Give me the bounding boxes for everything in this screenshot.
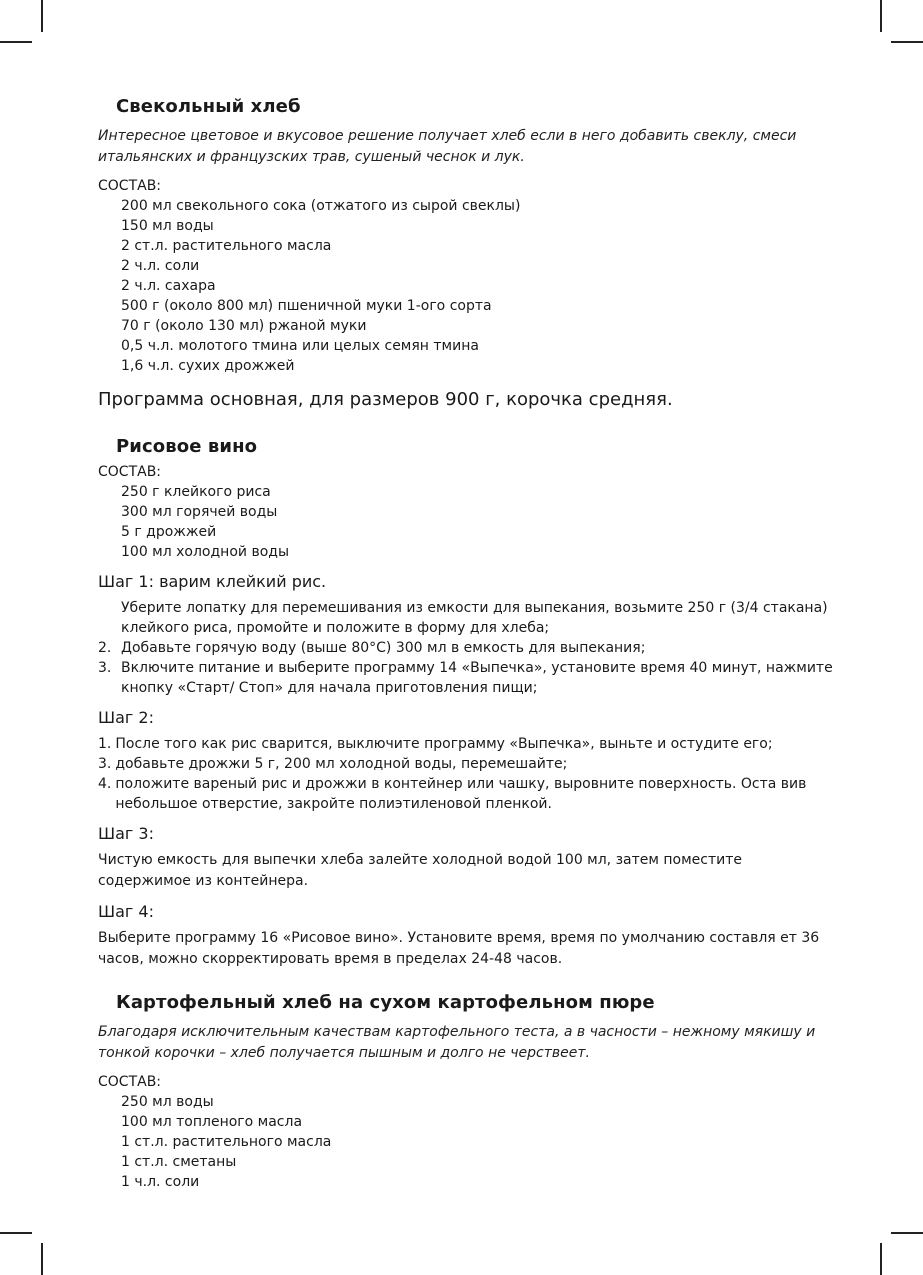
section-intro: Благодаря исключительным качествам картофельного теста, а в часности – нежному мякишу и тонкой корочки – хлеб получается пышным и долго не черствеет.: [98, 1024, 816, 1061]
step-list: [98, 598, 838, 698]
ingredient-list: [121, 196, 838, 376]
step-title: Шаг 1: варим клейкий рис.: [98, 572, 327, 591]
step-item: [98, 638, 838, 658]
step-text: Выберите программу 16 «Рисовое вино». Установите время, время по умолчанию составля ет 36 часов, можно скорректировать время в пределах 24-48 часов.: [98, 930, 820, 967]
step-text: добавьте дрожжи 5 г, 200 мл холодной воды, перемешайте;: [115, 756, 568, 772]
step-text: Чистую емкость для выпечки хлеба залейте холодной водой 100 мл, затем поместите содержимое из контейнера.: [98, 852, 742, 889]
step-number: 2.: [98, 640, 112, 656]
step-text: После того как рис сварится, выключите программу «Выпечка», выньте и остудите его;: [115, 736, 773, 752]
composition-label: СОСТАВ:: [98, 464, 162, 480]
step-number: 3.: [98, 660, 112, 676]
ingredient-item: 100 мл топленого масла: [121, 1114, 303, 1130]
ingredient-item: 100 мл холодной воды: [121, 544, 289, 560]
ingredient-item: 250 мл воды: [121, 1094, 214, 1110]
crop-mark: [891, 41, 923, 43]
step-title: Шаг 3:: [98, 824, 154, 843]
ingredient-item: 1 ст.л. растительного масла: [121, 1134, 332, 1150]
section-title: Свекольный хлеб: [116, 96, 301, 117]
rice-wine-section: [98, 432, 838, 970]
step-text: Уберите лопатку для перемешивания из емкости для выпекания, возьмите 250 г (3/4 стакана) клейкого риса, промойте и положите в форму для хлеба;: [121, 600, 828, 636]
beet-bread-section: [98, 92, 838, 414]
crop-mark: [41, 1243, 43, 1275]
program-note: Программа основная, для размеров 900 г, корочка средняя.: [98, 389, 673, 410]
step-text: Включите питание и выберите программу 14 «Выпечка», установите время 40 минут, нажмите кнопку «Старт/ Стоп» для начала приготовления пищи;: [121, 660, 833, 696]
ingredient-item: 2 ст.л. растительного масла: [121, 238, 332, 254]
step-number: 1.: [98, 736, 112, 752]
composition-label: СОСТАВ:: [98, 178, 162, 194]
ingredient-item: 2 ч.л. сахара: [121, 278, 216, 294]
step-text: положите вареный рис и дрожжи в контейнер или чашку, выровните поверхность. Оста вив небольшое отверстие, закройте полиэтиленовой пленкой.: [115, 776, 807, 812]
recipe-page: [98, 92, 838, 1192]
crop-mark: [0, 41, 32, 43]
potato-bread-section: [98, 988, 838, 1192]
ingredient-list: [121, 1092, 838, 1192]
step-text: Добавьте горячую воду (выше 80°С) 300 мл в емкость для выпекания;: [121, 640, 646, 656]
ingredient-item: 0,5 ч.л. молотого тмина или целых семян тмина: [121, 338, 479, 354]
crop-mark: [880, 1243, 882, 1275]
step-list: [98, 734, 838, 814]
step-number: 3.: [98, 756, 112, 772]
ingredient-item: 1 ч.л. соли: [121, 1174, 200, 1190]
step-number: 4.: [98, 776, 112, 792]
section-intro: Интересное цветовое и вкусовое решение получает хлеб если в него добавить свеклу, смеси итальянских и французских трав, сушеный чеснок и лук.: [98, 128, 797, 165]
ingredient-item: 250 г клейкого риса: [121, 484, 271, 500]
ingredient-item: 200 мл свекольного сока (отжатого из сырой свеклы): [121, 198, 521, 214]
crop-mark: [880, 0, 882, 32]
step-title: Шаг 4:: [98, 902, 154, 921]
ingredient-item: 300 мл горячей воды: [121, 504, 278, 520]
ingredient-item: 5 г дрожжей: [121, 524, 217, 540]
crop-mark: [891, 1232, 923, 1234]
ingredient-item: 70 г (около 130 мл) ржаной муки: [121, 318, 367, 334]
step-title: Шаг 2:: [98, 708, 154, 727]
ingredient-item: 500 г (около 800 мл) пшеничной муки 1-ого сорта: [121, 298, 492, 314]
section-title: Рисовое вино: [116, 436, 258, 457]
step-item: [98, 754, 838, 774]
step-item: [98, 774, 838, 814]
step-item: [98, 734, 838, 754]
ingredient-item: 1,6 ч.л. сухих дрожжей: [121, 358, 295, 374]
section-title: Картофельный хлеб на сухом картофельном пюре: [116, 992, 655, 1013]
ingredient-list: [121, 482, 838, 562]
step-item: [98, 658, 838, 698]
crop-mark: [0, 1232, 32, 1234]
crop-mark: [41, 0, 43, 32]
ingredient-item: 150 мл воды: [121, 218, 214, 234]
step-number: [98, 598, 121, 638]
step-item: [98, 598, 838, 638]
ingredient-item: 2 ч.л. соли: [121, 258, 200, 274]
ingredient-item: 1 ст.л. сметаны: [121, 1154, 237, 1170]
composition-label: СОСТАВ:: [98, 1074, 162, 1090]
